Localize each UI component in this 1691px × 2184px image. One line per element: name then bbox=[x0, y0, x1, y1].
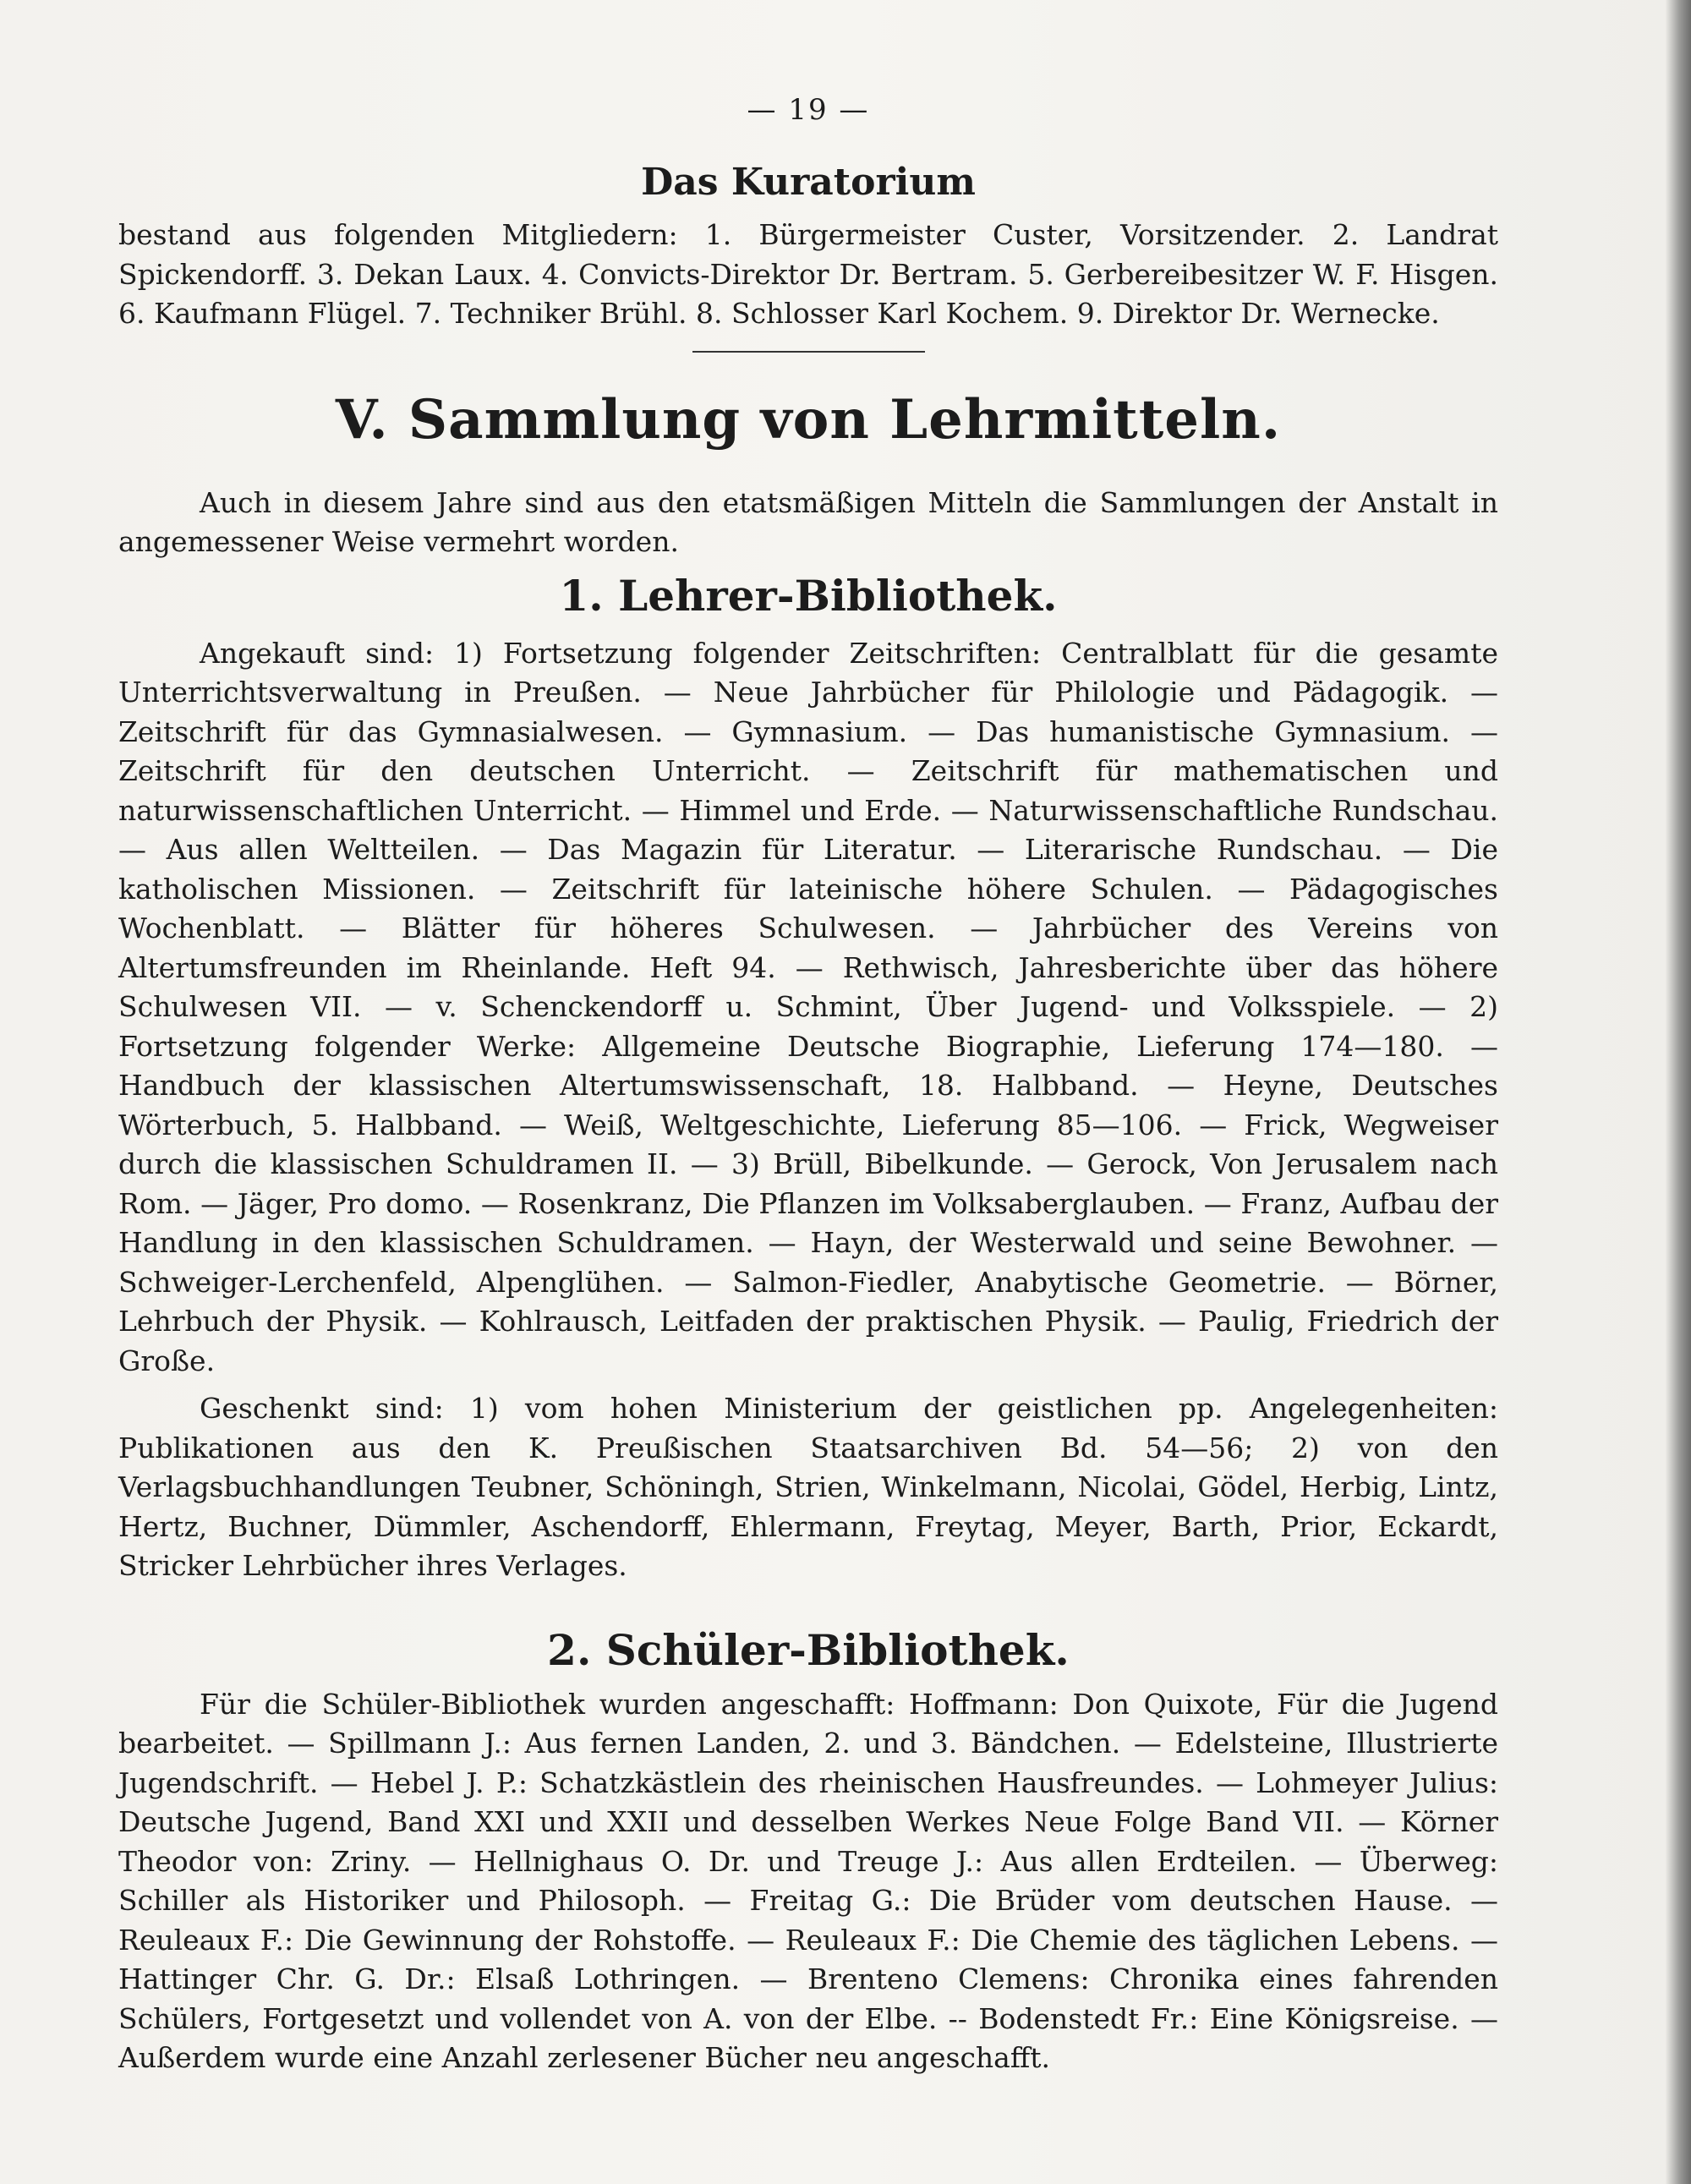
kuratorium-heading: Das Kuratorium bbox=[641, 161, 976, 204]
page-edge-shadow bbox=[1666, 0, 1691, 2184]
angekauft-paragraph: Angekauft sind: 1) Fortsetzung folgender Zeitschriften: Centralblatt für die gesamte Unterrichtsverwaltung in Preußen. — Neue Jahrbücher für Philologie und Pädagogik. — Zeitschrift für das Gymnasialwesen. — Gymnasium. — Das humanistische Gymnasium. — Zeitschrift für den deutschen Unterricht. — Zeitschrift für mathematischen und naturwissenschaftlichen Unterricht. — Himmel und Erde. — Naturwissenschaftliche Rundschau. — Aus allen Weltteilen. — Das Magazin für Literatur. — Literarische Rundschau. — Die katholischen Missionen. — Zeitschrift für lateinische höhere Schulen. — Pädagogisches Wochenblatt. — Blätter für höheres Schulwesen. — Jahrbücher des Vereins von Altertumsfreunden im Rheinlande. Heft 94. — Rethwisch, Jahresberichte über das höhere Schulwesen VII. — v. Schenckendorff u. Schmint, Über Jugend- und Volksspiele. — 2) Fortsetzung folgender Werke: Allgemeine Deutsche Biographie, Lieferung 174—180. — Handbuch der klassischen Altertumswissenschaft, 18. Halbband. — Heyne, Deutsches Wörterbuch, 5. Halbband. — Weiß, Weltgeschichte, Lieferung 85—106. — Frick, Wegweiser durch die klassischen Schuldramen II. — 3) Brüll, Bibelkunde. — Gerock, Von Jerusalem nach Rom. — Jäger, Pro domo. — Rosenkranz, Die Pflanzen im Volksaberglauben. — Franz, Aufbau der Handlung in den klassischen Schuldramen. — Hayn, der Westerwald und seine Bewohner. — Schweiger-Lerchenfeld, Alpenglühen. — Salmon-Fiedler, Anabytische Geometrie. — Börner, Lehrbuch der Physik. — Kohlrausch, Leitfaden der praktischen Physik. — Paulig, Friedrich der Große. bbox=[118, 636, 1498, 1377]
schueler-bibliothek-heading: 2. Schüler-Bibliothek. bbox=[547, 1624, 1070, 1675]
section-divider bbox=[692, 351, 925, 353]
schueler-bibliothek-paragraph: Für die Schüler-Bibliothek wurden angeschafft: Hoffmann: Don Quixote, Für die Jugend bearbeitet. — Spillmann J.: Aus fernen Landen, 2. und 3. Bändchen. — Edelsteine, Illustrierte Jugendschrift. — Hebel J. P.: Schatzkästlein des rheinischen Hausfreundes. — Lohmeyer Julius: Deutsche Jugend, Band XXI und XXII und desselben Werkes Neue Folge Band VII. — Körner Theodor von: Zriny. — Hellnighaus O. Dr. und Treuge J.: Aus allen Erdteilen. — Überweg: Schiller als Historiker und Philosoph. — Freitag G.: Die Brüder vom deutschen Hause. — Reuleaux F.: Die Gewinnung der Rohstoffe. — Reuleaux F.: Die Chemie des täglichen Lebens. — Hattinger Chr. G. Dr.: Elsaß Lothringen. — Brenteno Clemens: Chronika eines fahrenden Schülers, Fortgesetzt und vollendet von A. von der Elbe. -- Bodenstedt Fr.: Eine Königsreise. — Außerdem wurde eine Anzahl zerlesener Bücher neu angeschafft. bbox=[118, 1687, 1498, 2074]
geschenkt-paragraph: Geschenkt sind: 1) vom hohen Ministerium der geistlichen pp. Angelegenheiten: Publikationen aus den K. Preußischen Staatsarchiven Bd. 54—56; 2) von den Verlagsbuchhandlungen Teubner, Schöningh, Strien, Winkelmann, Nicolai, Gödel, Herbig, Lintz, Hertz, Buchner, Dümmler, Aschendorff, Ehlermann, Freytag, Meyer, Barth, Prior, Eckardt, Stricker Lehrbücher ihres Verlages. bbox=[118, 1392, 1498, 1582]
section-title: V. Sammlung von Lehrmitteln. bbox=[335, 387, 1282, 452]
page-number: — 19 — bbox=[747, 93, 870, 127]
lehrer-bibliothek-heading: 1. Lehrer-Bibliothek. bbox=[559, 570, 1058, 621]
section-intro-paragraph: Auch in diesem Jahre sind aus den etatsmäßigen Mitteln die Sammlungen der Anstalt in angemessener Weise vermehrt worden. bbox=[118, 485, 1498, 558]
kuratorium-paragraph: bestand aus folgenden Mitgliedern: 1. Bürgermeister Custer, Vorsitzender. 2. Landrat Spickendorff. 3. Dekan Laux. 4. Convicts-Direktor Dr. Bertram. 5. Gerbereibesitzer W. F. Hisgen. 6. Kaufmann Flügel. 7. Techniker Brühl. 8. Schlosser Karl Kochem. 9. Direktor Dr. Wernecke. bbox=[118, 218, 1498, 330]
page-content bbox=[118, 93, 1498, 2078]
